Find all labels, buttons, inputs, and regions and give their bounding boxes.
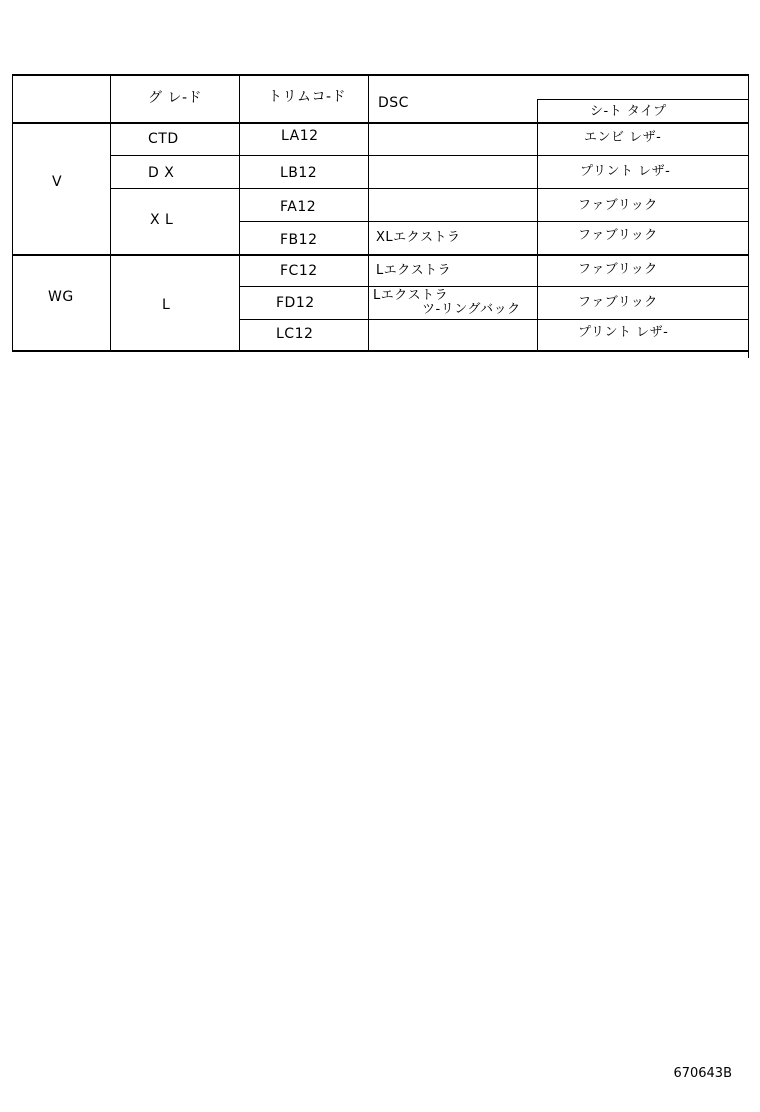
- model-label: WG: [48, 289, 74, 305]
- trim-code: FC12: [280, 263, 318, 279]
- grade-label: X L: [150, 212, 174, 228]
- row-line-dx: [110, 188, 749, 189]
- header-bottom-border: [12, 122, 749, 124]
- row-line-fd12: [239, 319, 749, 320]
- trim-code: LA12: [281, 128, 319, 144]
- table-bottom-border: [12, 350, 749, 352]
- grade-label: CTD: [148, 131, 179, 147]
- seat-type: プリント レザ-: [578, 325, 669, 340]
- header-seat-type: シ-ト タイプ: [590, 104, 667, 119]
- group-divider-line: [12, 254, 749, 256]
- trim-code: FD12: [276, 295, 315, 311]
- col-line-trim: [239, 74, 240, 352]
- header-dsc: DSC: [378, 95, 409, 111]
- table-right-border: [748, 74, 749, 358]
- row-line-fc12: [239, 286, 749, 287]
- trim-code: LC12: [276, 326, 314, 342]
- dsc-text: XLエクストラ: [376, 230, 461, 245]
- dsc-text: Lエクストラ: [373, 288, 449, 303]
- row-line-ctd: [110, 155, 749, 156]
- trim-code: FB12: [280, 232, 318, 248]
- col-line-grade: [110, 74, 111, 352]
- seat-type: ファブリック: [578, 262, 658, 277]
- trim-code: FA12: [280, 199, 317, 215]
- seat-type: ファブリック: [578, 295, 658, 310]
- grade-label: L: [162, 297, 171, 313]
- seat-type: エンビ レザ-: [584, 130, 662, 145]
- trim-code: LB12: [280, 165, 318, 181]
- col-line-dsc: [368, 74, 369, 352]
- header-trim-code: トリムコ-ド: [268, 89, 347, 105]
- grade-label: D X: [148, 165, 175, 181]
- seat-type-header-line: [537, 99, 749, 100]
- table-top-border: [12, 74, 749, 76]
- seat-type: ファブリック: [578, 198, 658, 213]
- document-number: 670643B: [673, 1066, 732, 1081]
- header-grade: グ レ-ド: [148, 90, 203, 106]
- col-line-seat: [537, 99, 538, 352]
- dsc-text-line2: ツ-リングバック: [422, 302, 521, 317]
- seat-type: ファブリック: [578, 228, 658, 243]
- dsc-text: Lエクストラ: [376, 263, 452, 278]
- row-line-fa12: [239, 221, 749, 222]
- seat-type: プリント レザ-: [580, 164, 671, 179]
- table-left-border: [12, 74, 13, 352]
- model-label: V: [52, 174, 63, 190]
